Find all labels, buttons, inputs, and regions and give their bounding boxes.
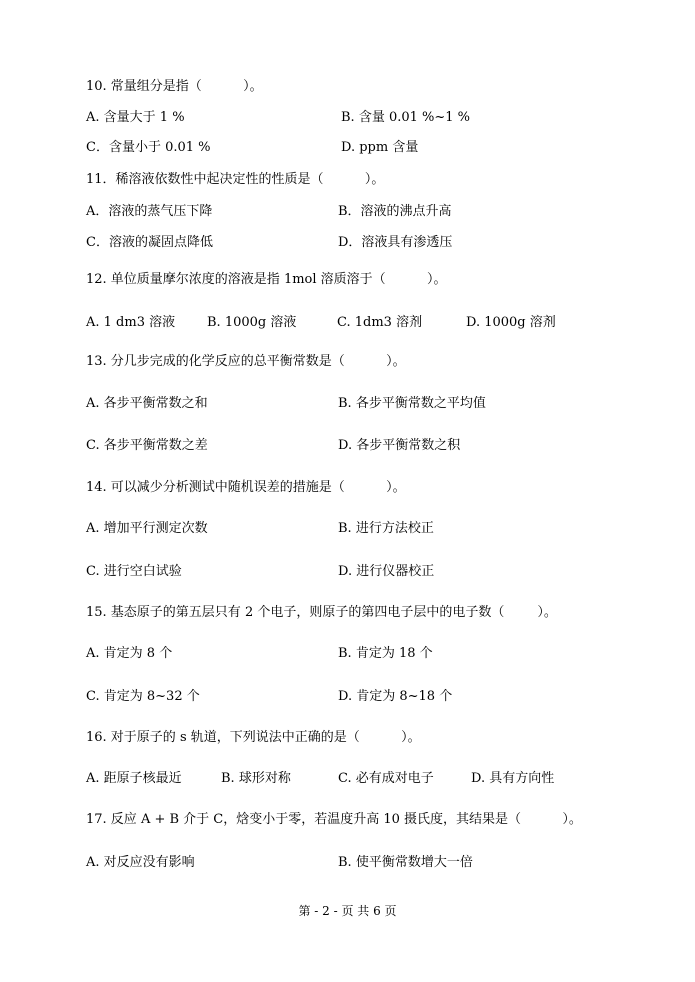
question-12-option-b: B. 1000g 溶液 [207, 315, 297, 330]
question-10-option-b: B. 含量 0.01 %~1 % [341, 110, 471, 125]
question-17-stem: 17. 反应 A + B 介于 C，焓变小于零，若温度升高 10 摄氏度，其结果是（ ）。 [86, 812, 582, 827]
question-12-option-c: C. 1dm3 溶剂 [337, 315, 423, 330]
question-15-option-a: A. 肯定为 8 个 [86, 646, 173, 661]
question-10-option-c: C．含量小于 0.01 % [86, 140, 211, 155]
question-11-stem: 11．稀溶液依数性中起决定性的性质是（ ）。 [86, 172, 385, 187]
question-14-option-d: D. 进行仪器校正 [338, 564, 435, 579]
question-14-option-a: A. 增加平行测定次数 [86, 521, 208, 536]
question-15-option-b: B. 肯定为 18 个 [338, 646, 433, 661]
question-14-option-c: C. 进行空白试验 [86, 564, 182, 579]
question-16-stem: 16. 对于原子的 s 轨道，下列说法中正确的是（ ）。 [86, 730, 421, 745]
question-13-option-a: A. 各步平衡常数之和 [86, 396, 208, 411]
question-14-stem: 14. 可以减少分析测试中随机误差的措施是（ ）。 [86, 480, 406, 495]
question-11-option-a: A．溶液的蒸气压下降 [86, 204, 213, 219]
question-13-option-c: C. 各步平衡常数之差 [86, 438, 208, 453]
question-17-option-a: A. 对反应没有影响 [86, 855, 195, 870]
question-16-option-c: C. 必有成对电子 [338, 771, 434, 786]
question-10-option-a: A. 含量大于 1 % [86, 110, 185, 125]
question-10-stem: 10. 常量组分是指（ ）。 [86, 79, 263, 94]
question-13-stem: 13. 分几步完成的化学反应的总平衡常数是（ ）。 [86, 354, 406, 369]
page-footer: 第 - 2 - 页 共 6 页 [298, 904, 397, 918]
question-15-option-d: D. 肯定为 8~18 个 [338, 689, 453, 704]
question-13-option-d: D. 各步平衡常数之积 [338, 438, 461, 453]
question-16-option-b: B. 球形对称 [221, 771, 291, 786]
question-12-stem: 12. 单位质量摩尔浓度的溶液是指 1mol 溶质溶于（ ）。 [86, 272, 447, 287]
question-16-option-a: A. 距原子核最近 [86, 771, 182, 786]
question-11-option-c: C．溶液的凝固点降低 [86, 235, 213, 250]
question-15-option-c: C. 肯定为 8~32 个 [86, 689, 200, 704]
question-14-option-b: B. 进行方法校正 [338, 521, 434, 536]
question-13-option-b: B. 各步平衡常数之平均值 [338, 396, 486, 411]
question-11-option-d: D．溶液具有渗透压 [338, 235, 453, 250]
question-15-stem: 15. 基态原子的第五层只有 2 个电子，则原子的第四电子层中的电子数（ ）。 [86, 605, 557, 620]
question-10-option-d: D. ppm 含量 [341, 140, 419, 155]
question-12-option-d: D. 1000g 溶剂 [466, 315, 556, 330]
question-12-option-a: A. 1 dm3 溶液 [86, 315, 176, 330]
question-11-option-b: B．溶液的沸点升高 [338, 204, 452, 219]
question-16-option-d: D. 具有方向性 [471, 771, 555, 786]
question-17-option-b: B. 使平衡常数增大一倍 [338, 855, 473, 870]
